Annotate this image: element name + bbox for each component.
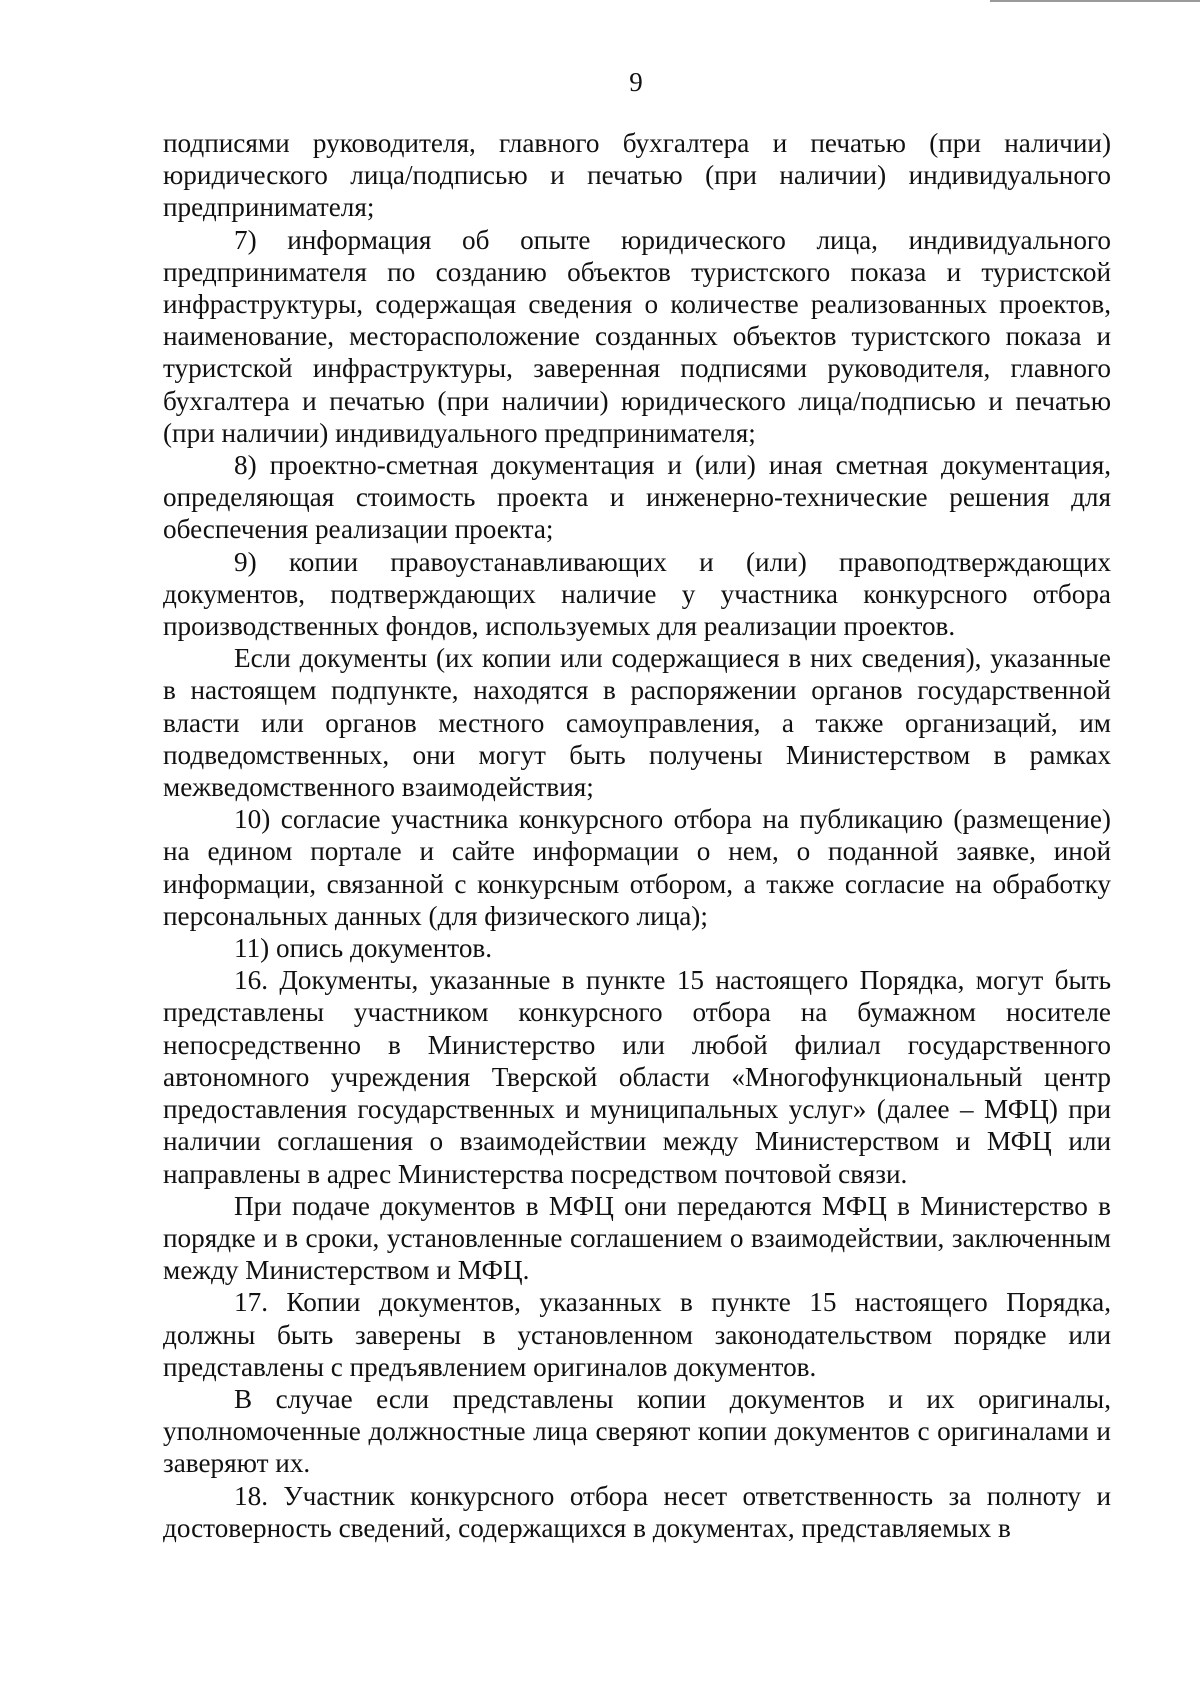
paragraph-copies-verification: В случае если представлены копии документов и их оригиналы, уполномоченные должностные лица сверяют копии документов с оригиналами и заверяют их. (163, 1383, 1111, 1479)
page-number: 9 (629, 67, 643, 97)
paragraph-interagency-note: Если документы (их копии или содержащиеся в них сведения), указанные в настоящем подпункте, находятся в распоряжении органов государственной власти или органов местного самоуправления, а также организаций, им подведомственных, они могут быть получены Министерством в рамках межведомственного взаимодействия; (163, 643, 1111, 803)
paragraph-mfc-transfer: При подаче документов в МФЦ они передаются МФЦ в Министерство в порядке и в сроки, установленные соглашением о взаимодействии, заключенным между Министерством и МФЦ. (163, 1190, 1111, 1286)
paragraph-item-9-title-documents: 9) копии правоустанавливающих и (или) правоподтверждающих документов, подтверждающих наличие у участника конкурсного отбора производственных фондов, используемых для реализации проектов. (163, 546, 1111, 642)
document-body (163, 127, 1111, 1544)
paragraph-item-11-inventory: 11) опись документов. (234, 933, 493, 964)
paragraph-clause-18-responsibility: 18. Участник конкурсного отбора несет ответственность за полноту и достоверность сведений, содержащихся в документах, представляемых в (163, 1480, 1111, 1543)
paragraph-item-7-experience-info: 7) информация об опыте юридического лица, индивидуального предпринимателя по созданию объектов туристского показа и туристской инфраструктуры, содержащая сведения о количестве реализованных проектов, наименование, месторасположение созданных объектов туристского показа и туристской инфраструктуры, заверенная подписями руководителя, главного бухгалтера и печатью (при наличии) юридического лица/подписью и печатью (при наличии) индивидуального предпринимателя; (163, 224, 1111, 448)
paragraph-clause-16-submission: 16. Документы, указанные в пункте 15 настоящего Порядка, могут быть представлены участником конкурсного отбора на бумажном носителе непосредственно в Министерство или любой филиал государственного автономного учреждения Тверской области «Многофункциональный центр предоставления государственных и муниципальных услуг» (далее – МФЦ) при наличии соглашения о взаимодействии между Министерством и МФЦ или направлены в адрес Министерства посредством почтовой связи. (163, 965, 1111, 1189)
paragraph-item-10-consent: 10) согласие участника конкурсного отбора на публикацию (размещение) на едином портале и сайте информации о нем, о поданной заявке, иной информации, связанной с конкурсным отбором, а также согласие на обработку персональных данных (для физического лица); (163, 804, 1111, 931)
top-edge-line (990, 0, 1200, 2)
paragraph-continuation-signatures: подписями руководителя, главного бухгалтера и печатью (при наличии) юридического лица/подписью и печатью (при наличии) индивидуального предпринимателя; (163, 128, 1111, 223)
paragraph-item-8-project-estimates: 8) проектно-сметная документация и (или) иная сметная документация, определяющая стоимость проекта и инженерно-технические решения для обеспечения реализации проекта; (163, 450, 1111, 545)
paragraph-clause-17-certified-copies: 17. Копии документов, указанных в пункте 15 настоящего Порядка, должны быть заверены в установленном законодательством порядке или представлены с предъявлением оригиналов документов. (163, 1287, 1111, 1382)
